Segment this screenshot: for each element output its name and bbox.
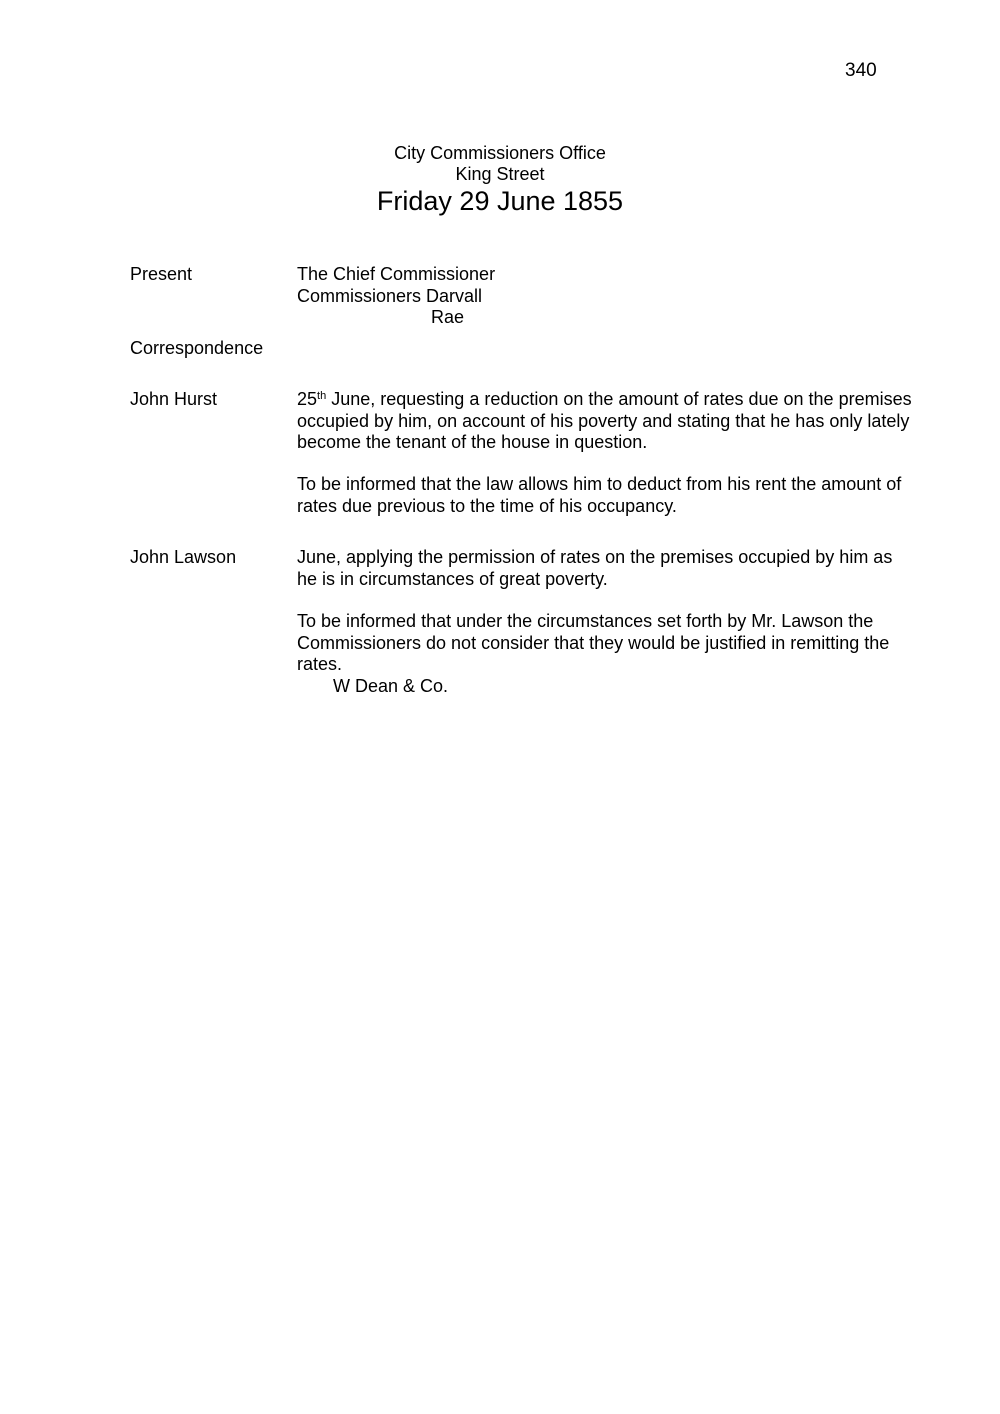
- letter-day-suffix: th: [317, 390, 327, 402]
- letter-day: 25: [297, 389, 318, 409]
- entry-name: John Lawson: [130, 547, 237, 567]
- present-list: [297, 264, 912, 329]
- page-number: 340: [845, 60, 877, 81]
- entry-response: To be informed that the law allows him to deduct from his rent the amount of rates due previous to the time of his occupancy.: [297, 474, 902, 516]
- entry-response-block: [297, 474, 912, 517]
- signature: W Dean & Co.: [333, 675, 449, 696]
- street-name: King Street: [455, 164, 545, 184]
- correspondence-label: Correspondence: [130, 338, 264, 358]
- entry-body: [297, 547, 912, 590]
- entry-letter: June, applying the permission of rates on the premises occupied by him as he is in circumstances of great poverty.: [297, 547, 893, 589]
- letter-text: June, requesting a reduction on the amount of rates due on the premises occupied by him, on account of his poverty and stating that he has only lately become the tenant of the house in question.: [297, 389, 912, 452]
- entry-name: John Hurst: [130, 389, 218, 409]
- meeting-date: Friday 29 June 1855: [376, 186, 624, 216]
- entry-response: To be informed that under the circumstances set forth by Mr. Lawson the Commissioners do not consider that they would be justified in remitting the rates.: [297, 611, 890, 674]
- present-label: Present: [130, 264, 193, 284]
- entry-letter: [297, 389, 912, 454]
- present-member: Commissioners Darvall: [297, 285, 483, 306]
- entry-body: [297, 389, 912, 454]
- entry-response-block: [297, 611, 912, 697]
- office-name: City Commissioners Office: [394, 143, 606, 163]
- present-member: The Chief Commissioner: [297, 264, 496, 284]
- present-member: Rae: [431, 307, 465, 327]
